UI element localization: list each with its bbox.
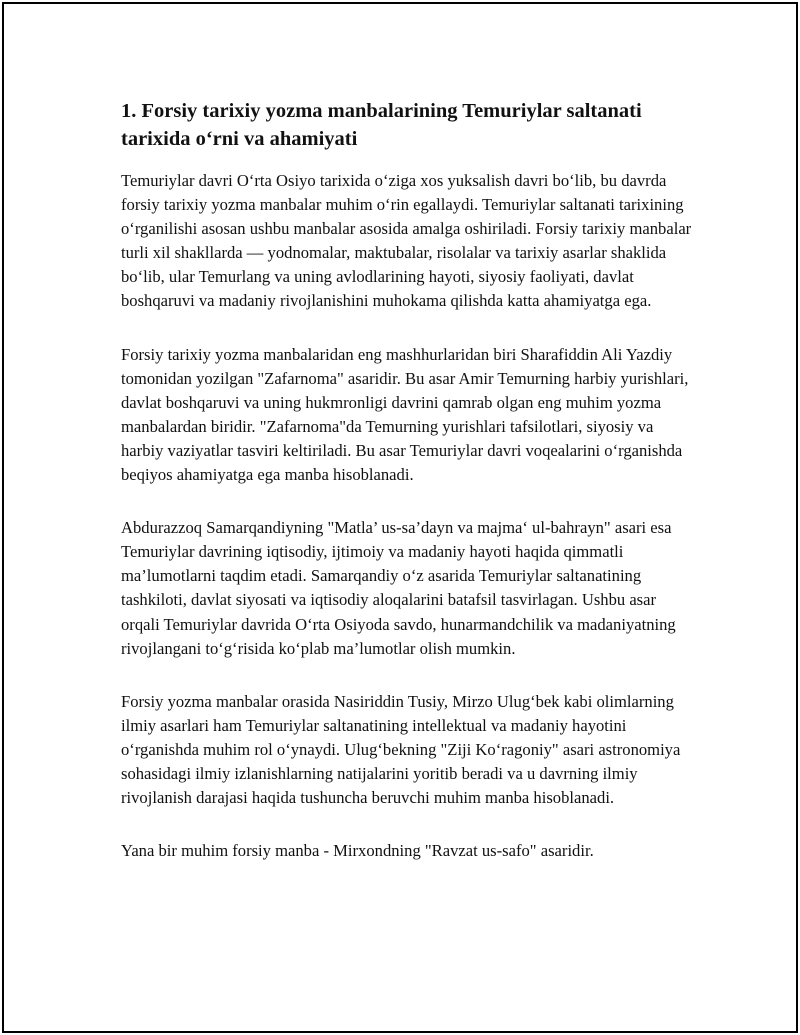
paragraph-4: Forsiy yozma manbalar orasida Nasiriddin Tusiy, Mirzo Ulug‘bek kabi olimlarning ilmiy asarlari ham Temuriylar saltanatining intellektual va madaniy hayotini o‘rganishda muhim rol o‘ynaydi. Ulug‘bekning "Ziji Ko‘ragoniy" asari astronomiya sohasidagi ilmiy izlanishlarning natijalarini yoritib beradi va u davrning ilmiy rivojlanish darajasi haqida tushuncha beruvchi muhim manba hisoblanadi. (121, 691, 681, 808)
paragraph-5: Yana bir muhim forsiy manba - Mirxondning "Ravzat us-safo" asaridir. (121, 841, 594, 861)
document-title: 1. Forsiy tarixiy yozma manbalarining Temuriylar saltanati tarixida o‘rni va ahamiyati (121, 100, 642, 150)
page-frame (2, 2, 798, 1033)
paragraph-3: Abdurazzoq Samarqandiyning "Matla’ us-sa’dayn va majma‘ ul-bahrayn" asari esa Temuriylar davrining iqtisodiy, ijtimoiy va madaniy hayoti haqida qimmatli ma’lumotlarni taqdim etadi. Samarqandiy o‘z asarida Temuriylar saltanatining tashkiloti, davlat siyosati va iqtisodiy aloqalarini batafsil tasvirlagan. Ushbu asar orqali Temuriylar davrida O‘rta Osiyoda savdo, hunarmandchilik va madaniyatning rivojlangani to‘g‘risida ko‘plab ma’lumotlar olish mumkin. (121, 518, 676, 658)
document-body (121, 97, 693, 892)
paragraph-2: Forsiy tarixiy yozma manbalaridan eng mashhurlaridan biri Sharafiddin Ali Yazdiy tomonidan yozilgan "Zafarnoma" asaridir. Bu asar Amir Temurning harbiy yurishlari, davlat boshqaruvi va uning hukmronligi davrini qamrab olgan eng muhim yozma manbalardan biridir. "Zafarnoma"da Temurning yurishlari tafsilotlari, siyosiy va harbiy vaziyatlar tasviri keltiriladi. Bu asar Temuriylar davri voqealarini o‘rganishda beqiyos ahamiyatga ega manba hisoblanadi. (121, 344, 689, 485)
paragraph-1: Temuriylar davri O‘rta Osiyo tarixida o‘ziga xos yuksalish davri bo‘lib, bu davrda forsiy tarixiy yozma manbalar muhim o‘rin egallaydi. Temuriylar saltanati tarixining o‘rganilishi asosan ushbu manbalar asosida amalga oshiriladi. Forsiy tarixiy manbalar turli xil shakllarda — yodnomalar, maktubalar, risolalar va tarixiy asarlar shaklida bo‘lib, ular Temurlang va uning avlodlarining hayoti, siyosiy faoliyati, davlat boshqaruvi va madaniy rivojlanishini muhokama qilishda katta ahamiyatga ega. (121, 171, 692, 311)
